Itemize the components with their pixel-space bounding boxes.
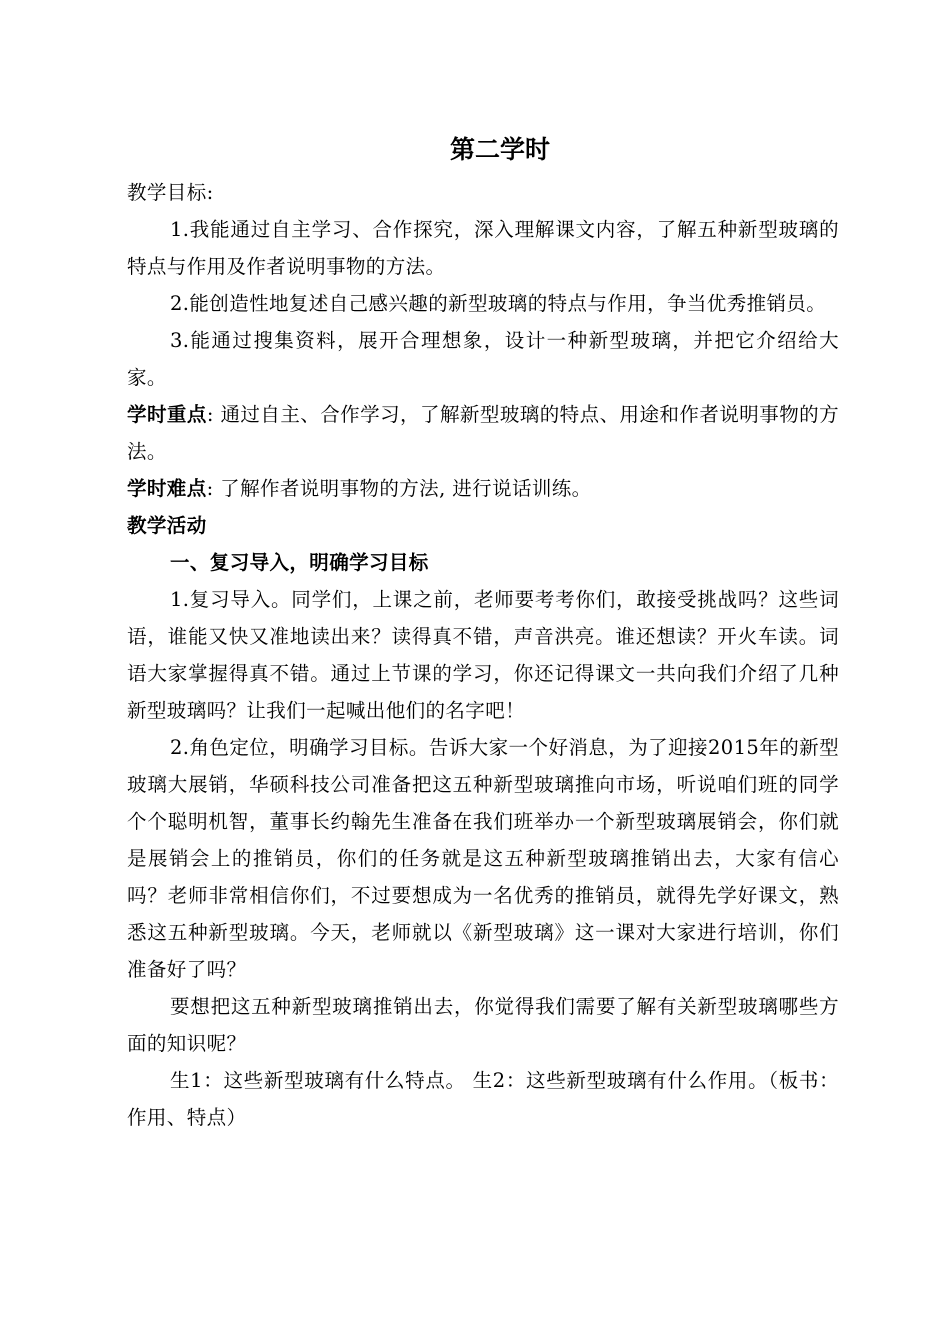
body-paragraph: 生1：这些新型玻璃有什么特点。 生2：这些新型玻璃有什么作用。（板书：作用、特点） (127, 1069, 839, 1129)
objective-item: 1.我能通过自主学习、合作探究，深入理解课文内容，了解五种新型玻璃的特点与作用及作者说明事物的方法。 (127, 218, 839, 278)
body-paragraph: 2.角色定位，明确学习目标。告诉大家一个好消息，为了迎接2015年的新型玻璃大展销，华硕科技公司准备把这五种新型玻璃推向市场，听说咱们班的同学个个聪明机智，董事长约翰先生准备在我们班举办一个新型玻璃展销会，你们就是展销会上的推销员，你们的任务就是这五种新型玻璃推销出去，大家有信心吗？老师非常相信你们，不过要想成为一名优秀的推销员，就得先学好课文，熟悉这五种新型玻璃。今天，老师就以《新型玻璃》这一课对大家进行培训，你们准备好了吗？ (127, 736, 839, 981)
body-paragraph: 1.复习导入。同学们，上课之前，老师要考考你们，敢接受挑战吗？这些词语，谁能又快又准地读出来？读得真不错，声音洪亮。谁还想读？开火车读。词语大家掌握得真不错。通过上节课的学习，你还记得课文一共向我们介绍了几种新型玻璃吗？让我们一起喊出他们的名字吧！ (127, 588, 839, 722)
section-heading: 一、复习导入，明确学习目标 (170, 551, 429, 574)
document-page (127, 130, 839, 1136)
difficulty-text: : 了解作者说明事物的方法, 进行说话训练。 (206, 477, 592, 500)
activities-label: 教学活动 (127, 514, 207, 537)
key-point-label: 学时重点 (127, 403, 207, 426)
key-point-paragraph (127, 396, 839, 470)
difficulty-paragraph (127, 470, 839, 507)
difficulty-label: 学时难点 (127, 477, 207, 500)
objective-item: 2.能创造性地复述自己感兴趣的新型玻璃的特点与作用，争当优秀推销员。 (170, 292, 827, 315)
objectives-label: 教学目标: (127, 181, 214, 204)
objective-item: 3.能通过搜集资料，展开合理想象，设计一种新型玻璃，并把它介绍给大家。 (127, 329, 839, 389)
page-title: 第二学时 (449, 135, 550, 164)
body-paragraph: 要想把这五种新型玻璃推销出去，你觉得我们需要了解有关新型玻璃哪些方面的知识呢？ (127, 995, 839, 1055)
key-point-text: : 通过自主、合作学习，了解新型玻璃的特点、用途和作者说明事物的方法。 (127, 403, 839, 463)
